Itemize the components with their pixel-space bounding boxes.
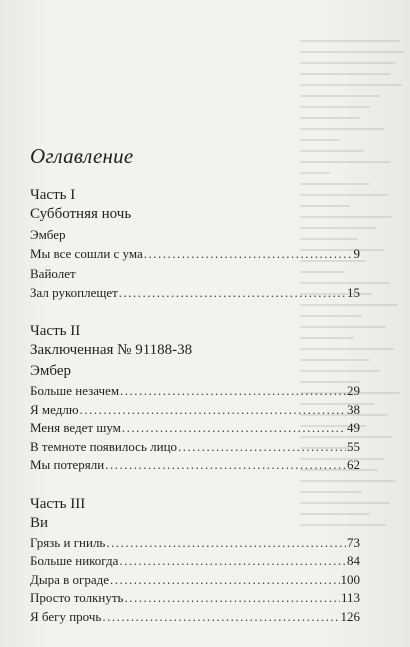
toc-entry[interactable] [30,571,360,590]
dot-leader [120,382,346,401]
dot-leader [102,608,339,627]
toc-entry[interactable] [30,382,360,401]
part-label: Часть III [30,495,86,512]
dot-leader [110,571,340,590]
page-number: 113 [340,590,360,605]
toc-entry[interactable] [30,552,360,571]
toc-part [30,322,360,475]
part-name: Ви [30,514,49,531]
toc-entry[interactable] [30,456,360,475]
chapter-title: Меня ведет шум [30,420,121,435]
page-number: 126 [340,608,360,624]
page-number: 9 [353,246,360,261]
chapter-title: Больше никогда [30,553,119,568]
chapter-title: Дыра в ограде [30,571,109,587]
page-number: 29 [347,383,360,398]
dot-leader [119,552,346,571]
page-number: 62 [347,457,360,472]
dot-leader [119,284,346,303]
narrator-heading: Эмбер [30,227,66,242]
dot-leader [106,534,346,553]
table-of-contents [30,144,360,646]
chapter-title: Мы потеряли [30,457,105,472]
part-label: Часть II [30,323,81,339]
dot-leader [144,245,353,264]
toc-part [30,186,360,302]
toc-entry[interactable] [30,245,360,264]
part-label: Часть I [30,187,76,203]
page-number: 15 [347,284,360,300]
chapter-title: Зал рукоплещет [30,284,118,300]
dot-leader [105,456,346,475]
page-number: 73 [347,534,360,550]
chapter-title: Я медлю [30,401,79,417]
page-number: 38 [347,401,360,417]
toc-entry[interactable] [30,419,360,438]
dot-leader [178,438,346,457]
dot-leader [122,419,346,438]
part-name: Субботняя ночь [30,206,132,222]
dot-leader [124,589,340,608]
toc-entry[interactable] [30,284,360,303]
toc-entry[interactable] [30,438,360,457]
page-number: 100 [340,571,360,587]
narrator-heading: Вайолет [30,265,76,281]
chapter-title: Просто толкнуть [30,590,124,605]
toc-entry[interactable] [30,589,360,608]
page-number: 49 [347,420,360,435]
toc-part [30,495,360,627]
chapter-title: Мы все сошли с ума [30,246,143,261]
chapter-title: В темноте появилось лицо [30,438,178,454]
narrator-heading: Эмбер [30,363,71,379]
toc-entry[interactable] [30,401,360,420]
toc-title: Оглавление [30,144,134,168]
toc-entry[interactable] [30,534,360,553]
dot-leader [80,401,346,420]
part-name: Заключенная № 91188-38 [30,342,193,358]
page-number: 84 [347,553,360,568]
page-number: 55 [347,438,360,454]
chapter-title: Больше незачем [30,383,120,398]
chapter-title: Я бегу прочь [30,608,102,624]
chapter-title: Грязь и гниль [30,534,106,550]
toc-entry[interactable] [30,608,360,627]
